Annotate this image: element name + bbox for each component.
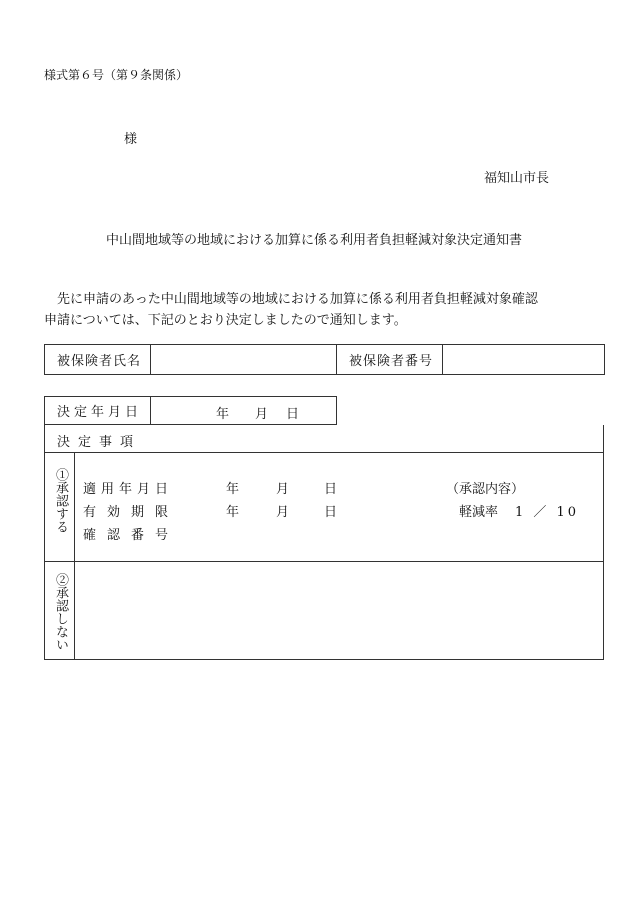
- deny-label: ②承認しない: [53, 573, 68, 651]
- addressee-suffix: 様: [124, 132, 138, 147]
- decision-matters: [44, 425, 604, 660]
- matters-header-label: 決定事項: [57, 435, 142, 450]
- effective-day: 日: [324, 482, 338, 497]
- deny-label-cell: [45, 562, 75, 659]
- validity-year: 年: [226, 505, 240, 520]
- body-line-1: 先に申請のあった中山間地域等の地域における加算に係る利用者負担軽減対象確認: [57, 292, 538, 307]
- validity-month: 月: [276, 505, 290, 520]
- approve-label: ①承認する: [53, 468, 68, 533]
- insured-number-field[interactable]: [443, 345, 605, 375]
- body-text: [44, 289, 588, 331]
- effective-date-label: 適用年月日: [83, 482, 174, 497]
- validity-label: 有効期限: [83, 505, 180, 520]
- effective-year: 年: [226, 482, 240, 497]
- deny-row: [45, 562, 603, 659]
- decision-date-label: 決定年月日: [45, 397, 151, 425]
- decision-date-table: [44, 396, 337, 425]
- decision-day: 日: [286, 407, 300, 422]
- approve-row: [45, 453, 603, 562]
- validity-day: 日: [324, 505, 338, 520]
- form-number: 様式第６号（第９条関係）: [44, 68, 189, 82]
- decision-year: 年: [216, 407, 230, 422]
- insured-number-label: 被保険者番号: [337, 345, 443, 375]
- insured-name-label: 被保険者氏名: [45, 345, 151, 375]
- decision-month: 月: [255, 407, 269, 422]
- issuer-name: 福知山市長: [484, 171, 550, 186]
- approve-label-cell: [45, 453, 75, 561]
- body-line-2: 申請については、下記のとおり決定しましたので通知します。: [44, 313, 407, 328]
- matters-header: [45, 425, 603, 453]
- reduction-rate-label: 軽減率: [459, 505, 499, 520]
- reduction-rate-value: 1 ／ 10: [515, 505, 580, 520]
- document-title: 中山間地域等の地域における加算に係る利用者負担軽減対象決定通知書: [106, 233, 523, 248]
- decision-date-field[interactable]: [151, 397, 337, 425]
- approval-content-label: （承認内容）: [446, 482, 525, 497]
- insured-table: [44, 344, 605, 375]
- insured-name-field[interactable]: [151, 345, 337, 375]
- confirmation-number-label: 確認番号: [83, 528, 180, 543]
- effective-month: 月: [276, 482, 290, 497]
